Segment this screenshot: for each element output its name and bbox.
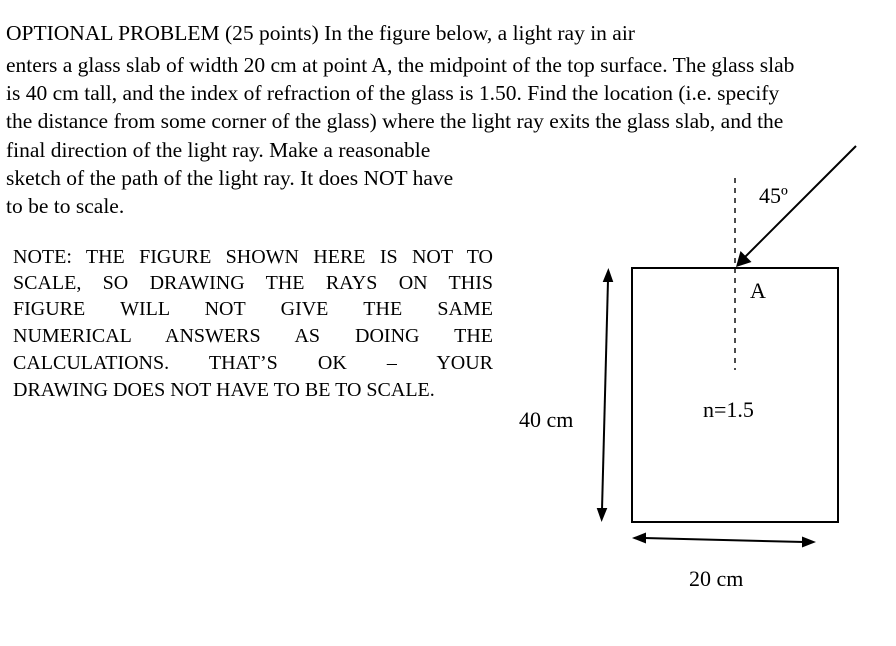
width-arrow-right-icon [802, 537, 816, 548]
problem-line-4: the distance from some corner of the glass) where the light ray exits the glass slab, and the [6, 109, 784, 133]
angle-label: 45º [759, 183, 788, 208]
height-dimension-line [602, 280, 608, 510]
note-line-5: CALCULATIONS. THAT’S OK – YOUR [13, 352, 493, 374]
problem-line-7: to be to scale. [6, 194, 125, 218]
problem-line-5: final direction of the light ray. Make a reasonable [6, 138, 431, 162]
note-line-6: DRAWING DOES NOT HAVE TO BE TO SCALE. [13, 379, 435, 401]
problem-line-2: enters a glass slab of width 20 cm at point A, the midpoint of the top surface. The glass slab [6, 53, 795, 77]
width-label: 20 cm [689, 566, 744, 591]
width-dimension-line [644, 538, 804, 542]
glass-slab [632, 268, 838, 522]
height-arrow-up-icon [603, 268, 614, 282]
note-line-2: SCALE, SO DRAWING THE RAYS ON THIS [13, 272, 493, 294]
point-a-label: A [750, 278, 766, 303]
note-line-1: NOTE: THE FIGURE SHOWN HERE IS NOT TO [13, 246, 493, 268]
width-arrow-left-icon [632, 533, 646, 544]
problem-line-6: sketch of the path of the light ray. It does NOT have [6, 166, 454, 190]
note-line-3: FIGURE WILL NOT GIVE THE SAME [13, 298, 493, 320]
index-label: n=1.5 [703, 397, 754, 422]
problem-line-3: is 40 cm tall, and the index of refraction of the glass is 1.50. Find the location (i.e. specify [6, 81, 780, 105]
height-label: 40 cm [519, 407, 574, 432]
note-line-4: NUMERICAL ANSWERS AS DOING THE [13, 325, 493, 347]
problem-line-1: OPTIONAL PROBLEM (25 points) In the figure below, a light ray in air [6, 21, 635, 45]
height-arrow-down-icon [597, 508, 608, 522]
